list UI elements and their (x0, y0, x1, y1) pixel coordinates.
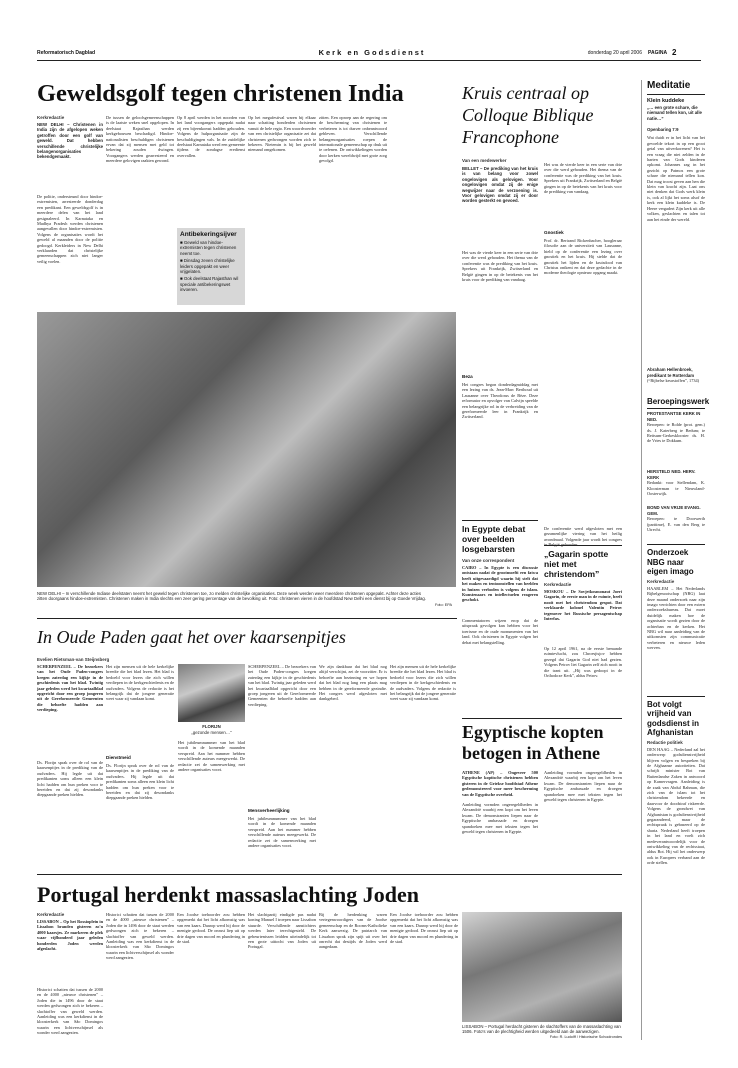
page-label: PAGINA (648, 50, 668, 56)
meditatie-subtitle: Klein kuddeke (647, 98, 685, 104)
photo-caption: NEW DELHI – In verschillende Indiase deelstaten neemt het geweld tegen christenen toe, zo melden christelijke organisaties. Deze week werden weer meerdere christenen opgepakt. Achter deze acties zitten doorgaans hindoe-extremisten. Christenen maken in India slechts een zeer gering percentage van de bevolking uit. Foto: christenen vieren in de hoofdstad New Delhi een dienst bij op Goede Vrijdag. (37, 591, 426, 602)
subheading: Beza (462, 374, 473, 379)
news-byline: Kerkredactie (647, 578, 675, 584)
article-text: Het slachtpartij eindigde pas nadat koning Manuel I troepen naar Lissabon stuurde. Verschillende aanstichters werden later terechtgesteld. De gebeurtenissen leidden uiteindelijk tot een grote uittocht van Joden uit Portugal. (248, 912, 316, 950)
beroeping-text: Beroepen: te Doorwerth (parttime), E. van den Berg te Utrecht. (647, 516, 705, 533)
article-text: Prof. dr. Bertrand Rickenbacher, hoogleraar filosofie aan de universiteit van Lausanne, hield op de conferentie een lezing over gnostiek en het kruis. Hij stelde dat de gnostiek het lijden en de kruisdood van Christus ontkent en dat deze gedachte in de moderne theologie opnieuw opgang maakt. (544, 238, 622, 276)
article-text: Ds. Florijn sprak over de rol van de kaarsenpitjes in de prediking van de oudvaders. Hij legde uit dat predikanten soms alleen een klein licht hadden om hun preken voor te bereiden en dat zij desondanks diepgaande preken hielden. (37, 760, 103, 798)
article-text: De conferentie werd afgesloten met een gezamenlijke viering van het heilig avondmaal. Volgende jaar wordt het congres (544, 526, 622, 542)
photo-caption: „gezonde mensen…” (191, 730, 232, 735)
article-text: Op 12 april 1961, na de eerste bemande ruimtevlucht, zou Chroesjtsjov hebben gezegd dat Gagarin God niet had gezien. Volgens Petrov liet Gagarin zelf zich nooit in die trant uit. „Hij was gedoopt in de Orthodoxe Kerk”, aldus Petrov. (544, 646, 622, 679)
subheading: Dienstmeid (106, 755, 131, 760)
article-text: De politie, ondersteund door hindoe-extremisten, arresteerde donderdag een predikant. Een geweldsgolf is in meerdere delen van het land gesignaleerd. In Karnataka en Madhya Pradesh werden christenen aangevallen door hindoe-extremisten. Volgens de organisaties wordt het geweld al maanden door de politie gedoogd. Kerkleiders in New Delhi verklaarden dat christelijke gemeenschappen zich niet langer veilig voelen. (37, 194, 103, 264)
page-number: 2 (672, 48, 677, 57)
article-title: Portugal herdenkt massaslachting Joden (37, 882, 419, 907)
article-text: Een Joodse toehoorder zou hebben opgemerkt dat het licht afkomstig was van een kaars. Daarop werd hij door de menigte gedood. De onrust liep uit op drie dagen van moord en plundering in de stad. (177, 912, 245, 945)
article-text: Op 8 april werden in het noorden van het land voorgangers opgepakt nadat zij een bijeenkomst hadden gehouden. Volgens de hulporganisatie zijn de beschuldigingen vals. In de zuidelijke deelstaat Karnataka werd een gemeente tijdens de zondagse eredienst overvallen. (177, 115, 245, 158)
article-lead: NEW DELHI – Christenen in India zijn de afgelopen weken getroffen door een golf van geweld. Dat hebben verschillende christelijke belangenorganisaties bekendgemaakt. (37, 122, 103, 160)
sidebar (647, 80, 710, 1040)
article-byline: Van een medewerker (462, 158, 507, 163)
article-byline: Van onze correspondent (462, 558, 515, 563)
list-item: ■ Dinsdag zeven christelijke leiders opgepakt en weer vrijgelaten. (180, 258, 235, 275)
divider (37, 618, 457, 619)
list-item: ■ Ook deelstaat Rajasthan wil speciale antibekeringswet invoeren. (180, 276, 239, 293)
header-rule (37, 60, 701, 61)
section-title: Kerk en Godsdienst (318, 48, 426, 57)
meditatie-reference: Openbaring 7:9 (647, 127, 679, 132)
article-text: Bij de herdenking waren vertegenwoordigers van de Joodse gemeenschap en de Rooms-Katholieke Kerk aanwezig. De patriarch van Lissabon sprak zijn spijt uit over het onrecht dat destijds de Joden werd aangedaan. (319, 912, 387, 950)
photo-caption: LISSABON – Portugal herdacht gisteren de slachtoffers van de massaslachting van 1506. Foto's van de plechtigheid werden uitgedeeld aan de aanwezigen. (462, 1024, 621, 1035)
divider (544, 545, 622, 546)
news-byline: Redactie politiek (647, 739, 683, 745)
article-text: Historici schatten dat tussen de 2000 en de 4000 „nieuwe christenen” – Joden die in 1496 door de staat werden gedwongen zich te bekeren – slachtoffer van geweld werden. Aanleiding was een kerkdienst in de kloosterkerk van São Domingos waarin een lichtverschijnsel als wonder werd aangezien. (106, 912, 174, 961)
news-text: DEN HAAG – Nederland zal het onderwerp godsdienstvrijheid blijven volgen en bespreken bij de Afghaanse autoriteiten. Dat schrijft minister Bot van Buitenlandse Zaken in antwoord op Kamervragen. Aanleiding is de zaak van Abdul Rahman, die zich van de islam tot het christendom bekeerde en daarvoor de doodstraf riskeerde. Volgens de grondwet van Afghanistan is godsdienstvrijheid gegarandeerd, maar de rechtspraak is gebaseerd op de sharia. Nederland heeft troepen in het land en voelt zich medeverantwoordelijk voor de ontwikkeling van de rechtsstaat, aldus Bot. Hij wil het onderwerp ook in Europees verband aan de orde stellen. (647, 746, 705, 866)
article-text: SCHERPENZEEL – De bezoekers van het Oude Paden-congres kregen zaterdag een kijkje in de geschiedenis van het blad. Twintig jaar geleden werd het kwartaalblad opgericht door een groep jongeren uit de Gereformeerde Gemeenten die behoefte hadden aan verdieping. (37, 664, 103, 713)
photo-caption-name: FLORIJN (202, 724, 221, 729)
sidebar-divider (641, 80, 642, 1040)
date: donderdag 20 april 2006 (587, 50, 642, 56)
info-box (177, 228, 245, 305)
divider (462, 718, 622, 719)
article-text: We zijn dankbaar dat het blad nog altijd verschijnt, zei de voorzitter. Er is behoefte aan bezinning en we hopen dat het blad nog lang een plaats mag hebben in de gereformeerde gezindte. Het congres werd afgesloten met dankgebed. (319, 664, 387, 702)
article-title: In Egypte debat over beelden losgebarsten (462, 524, 526, 554)
article-text: Commentatoren wijzen erop dat de uitspraak gevolgen kan hebben voor het toerisme en de oude monumenten van het land. Ook christenen in Egypte volgen het debat met belangstelling. (462, 618, 538, 645)
article-text: ATHENE (AP) – Ongeveer 500 Egyptische koptische christenen hebben gisteren in de Griekse hoofdstad Athene gedemonstreerd voor meer bescherming van de Egyptische overheid. (462, 770, 538, 797)
article-title: Geweldsgolf tegen christenen India (37, 80, 404, 107)
article-lead: BELLET – De prediking van het kruis is van belang voor zowel ongelovigen als gelovigen. Voor ongelovigen omdat zij de enige wegwijzer naar de verzoening is. Voor gelovigen omdat zij er door worden gesterkt en gevoed. (462, 166, 538, 204)
article-lead: LISSABON – Op het Rossioplein in Lissabon branden gisteren zo'n 4000 kaarsjes. Ze markeren de plek waar vijfhonderd jaar geleden honderden Joden werden afgeslacht. (37, 919, 103, 952)
article-text: Op het megafestival waren bij elkaar naar schatting honderden christenen vanuit de hele regio. Een woordvoerder van een christelijke organisatie zei dat christenen gedwongen worden zich te bekeren. Nietemin is bij het geweld niemand omgekomen. (248, 115, 317, 153)
divider (37, 874, 622, 875)
article-byline: Kerkredactie (37, 912, 65, 917)
article-title: „Gagarin spotte niet met christendom” (544, 549, 609, 579)
meditatie-text: Wat duidt er in het licht van het gevoelde tekort in op een groot getal van uitverkorenen? Het is een vraag die niet zelden in de harten van Gods kinderen opkomt. Johannes zag in het gezicht op Patmos een grote schare die niemand tellen kon. Dat mag troost geven aan hen die klein van kracht zijn. Laat ons niet denken dat Gods werk klein is, ook al lijkt het soms alsof de kerk een klein kuddeke is. De Heere vergadert Zijn kerk uit alle volken, geslachten en talen tot aan het einde der wereld. (647, 135, 705, 222)
article-byline: Kerkredactie (544, 582, 572, 587)
photo-credit: Foto: R. Ludolff / Historische Schoolrondes (549, 1035, 622, 1039)
article-text: MOSKOU – De Sovjetkosmonaut Joeri Gagarin, de eerste man in de ruimte, heeft nooit met het christendom gespot. Dat verklaarde kolonel Valentin Petrov tegenover het Russische persagentschap Interfax. (544, 589, 622, 622)
article-text: zitten. Een oproep aan de regering om de bescherming van christenen te verbeteren is tot dusver onbeantwoord gebleven. Verschillende belangenorganisaties roepen de internationale gemeenschap op druk uit te oefenen. De ontwikkelingen worden door kerken wereldwijd met grote zorg gevolgd. (319, 115, 387, 164)
divider (462, 520, 538, 521)
subheading: Mensverheerlijking (248, 808, 290, 813)
article-title: In Oude Paden gaat het over kaarsenpitjes (37, 627, 346, 647)
newspaper-name: Reformatorisch Dagblad (37, 50, 96, 56)
beroeping-church: HERSTELD NED. HERV. KERK (647, 469, 696, 480)
article-text: Het jubileumnummer van het blad wordt in de komende maanden verspreid. Aan het nummer hebben verschillende auteurs meegewerkt. De redactie zet de samenwerking met andere organisaties voort. (248, 816, 316, 849)
news-title: Onderzoek NBG naar eigen imago (647, 544, 705, 577)
beroeping-text: Beroepen: te Rolde (prot. gem.) ds. J. Katerberg te Bedum; te Reitsum-Gerkesklooster ds. H. de Vries te Dokkum. (647, 422, 705, 444)
meditatie-quote: „… een grote schare, die niemand tellen kon, uit alle natie…” (647, 105, 702, 121)
lissabon-photo (462, 912, 622, 1022)
photo-credit: Foto: EPA (435, 603, 453, 607)
article-text: SCHERPENZEEL – De bezoekers van het Oude Paden-congres kregen zaterdag een kijkje in de geschiedenis van het blad. Twintig jaar geleden werd het kwartaalblad opgericht door een groep jongeren uit de Gereformeerde Gemeenten die behoefte hadden aan verdieping. (248, 664, 316, 707)
beroeping-church: BOND VAN VRIJE EVANG. GEM. (647, 505, 701, 516)
beroeping-church: PROTESTANTSE KERK IN NED. (647, 411, 701, 422)
info-box-title: Antibekeringsijver (180, 231, 237, 238)
article-text: CAIRO – In Egypte is een discussie ontstaan nadat de grootmoefti een fatwa heeft uitgevaardigd waarin hij stelt dat het maken en tentoonstellen van beelden in huizen verboden is volgens de islam. Kunstenaars en intellectuelen reageren geschokt. (462, 565, 538, 603)
article-text: Het jubileumnummer van het blad wordt in de komende maanden verspreid. Aan het nummer hebben verschillende auteurs meegewerkt. De redactie zet de samenwerking met andere organisaties voort. (178, 740, 245, 773)
article-byline: Kerkredactie (37, 115, 65, 120)
meditatie-source: (“Bijbelse keurstoffen”, 1734) (647, 378, 700, 384)
page-header (37, 48, 701, 60)
subheading: Gnostiek (544, 230, 564, 235)
article-title: Egyptische kopten betogen in Athene (462, 722, 604, 763)
article-text: Aanleiding vormden ongeregeldheden in Alexandrië waarbij een kopt om het leven kwam. De demonstranten liepen naar de Egyptische ambassade en droegen spandoeken mee met teksten tegen het geweld tegen christenen in Egypte. (544, 770, 622, 803)
article-text: Het was de vierde keer in een serie van drie over die werd gehouden. Het thema van de conferentie was de prediking van het kruis. Sprekers uit Frankrijk, Zwitserland en België gingen in op de betekenis van het kruis voor de prediking van vandaag. (462, 250, 538, 283)
article-text: Een Joodse toehoorder zou hebben opgemerkt dat het licht afkomstig was van een kaars. Daarop werd hij door de menigte gedood. De onrust liep uit op drie dagen van moord en plundering in de stad. (390, 912, 458, 945)
meditatie-signature: Abraham Hellenbroek, predikant te Rotterdam (647, 367, 695, 378)
article-text: Het was de vierde keer in een serie van drie over die werd gehouden. Het thema van de conferentie was de prediking van het kruis. Sprekers uit Frankrijk, Zwitserland en België gingen in op de betekenis van het kruis voor de prediking van vandaag. (544, 162, 622, 195)
portrait-photo (178, 664, 245, 722)
sidebar-title: Beroepingswerk (647, 397, 705, 409)
article-text: Het zijn mensen uit de hele kerkelijke breedte die het blad lezen. Het blad is bedoeld voor lezers die zich willen verdiepen in de kerkgeschiedenis en de oudvaders. Volgens de redactie is het belangrijk dat de jongere generatie weet waar zij vandaan komt. (106, 664, 174, 702)
news-text: HAARLEM – Het Nederlands Bijbelgenootschap (NBG) laat deze maand onderzoek naar zijn imago verrichten door een extern onderzoeksbureau. Dat moet duidelijk maken hoe de organisatie wordt gezien door de achterban en de kerken. Het NBG wil naar aanleiding van de uitkomsten zijn communicatie verbeteren en nieuwe leden werven. (647, 585, 705, 651)
article-text: Historici schatten dat tussen de 2000 en de 4000 „nieuwe christenen” – Joden die in 1496 door de staat werden gedwongen zich te bekeren – slachtoffer van geweld werden. Aanleiding was een kerkdienst in de kloosterkerk van São Domingos waarin een lichtverschijnsel als wonder werd aangezien. (37, 987, 103, 1036)
news-title: Bot volgt vrijheid van godsdienst in Afghanistan (647, 696, 705, 738)
beroeping-text: Bedankt: voor Stellendam, K. Kloosterman te Nieuwland-Oosterwijk. (647, 480, 705, 497)
list-item: ■ Geweld van hindoe-extremisten tegen christenen neemt toe. (180, 240, 237, 256)
article-byline: Evelien Rietsman-van Steijnsberg (37, 657, 110, 662)
article-text: Het congres begon donderdagmiddag met een lezing van ds. Jean-Marc Berthoud uit Lausanne over Theodorus de Bèze. Deze reformator en opvolger van Calvijn speelde een belangrijke rol in de verbreiding van de gereformeerde leer in Frankrijk en Zwitserland. (462, 382, 538, 420)
article-text: Het zijn mensen uit de hele kerkelijke breedte die het blad lezen. Het blad is bedoeld voor lezers die zich willen verdiepen in de kerkgeschiedenis en de oudvaders. Volgens de redactie is het belangrijk dat de jongere generatie weet waar zij vandaan komt. (390, 664, 456, 702)
article-text: Aanleiding vormden ongeregeldheden in Alexandrië waarbij een kopt om het leven kwam. De demonstranten liepen naar de Egyptische ambassade en droegen spandoeken mee met teksten tegen het geweld tegen christenen in Egypte. (462, 802, 538, 835)
sidebar-title: Meditatie (647, 80, 705, 95)
article-text: De tussen de geloofsgemeenschappen is de laatste weken snel opgelopen. In deelstaat Rajasthan werden kerkgebouwen beschadigd. Hindoe-nationalisten beschuldigen christenen ervan dat zij mensen met geld tot bekering zouden dwingen. Voorgangers werden gearresteerd en meerdere gelovigen raakten gewond. (106, 115, 174, 164)
article-title: Kruis centraal op Colloque Biblique Francophone (462, 83, 594, 147)
article-text: Ds. Florijn sprak over de rol van de kaarsenpitjes in de prediking van de oudvaders. Hij legde uit dat predikanten soms alleen een klein licht hadden om hun preken voor te bereiden en dat zij desondanks diepgaande preken hielden. (106, 763, 174, 801)
main-photo (37, 312, 456, 587)
